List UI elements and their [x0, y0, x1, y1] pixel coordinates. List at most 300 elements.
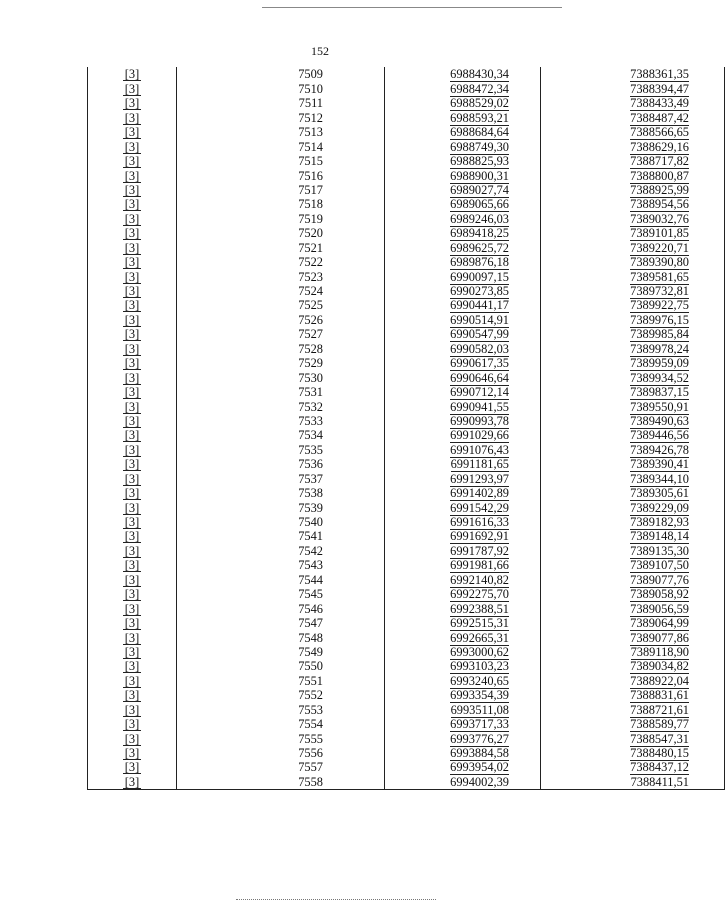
- point-number-cell: [177, 529, 385, 543]
- point-number-text: 7556: [298, 746, 323, 760]
- coord-x-text: 6991692,91: [450, 529, 509, 544]
- table-row: [88, 717, 725, 731]
- coord-y-text: 7389959,09: [630, 356, 689, 371]
- coord-y-cell: [541, 645, 725, 659]
- point-number-cell: [177, 645, 385, 659]
- source-ref-text: [3]: [124, 428, 140, 443]
- coord-y-text: 7389550,91: [630, 399, 689, 414]
- point-number-cell: [177, 616, 385, 630]
- point-number-text: 7538: [298, 486, 323, 501]
- point-number-text: 7509: [298, 67, 323, 82]
- point-number-text: 7512: [298, 110, 323, 125]
- table-row: [88, 529, 725, 543]
- source-ref-cell: [88, 774, 177, 789]
- source-ref-cell: [88, 572, 177, 586]
- coord-y-text: 7389058,92: [630, 587, 689, 602]
- table-row: [88, 731, 725, 745]
- source-ref-text: [3]: [124, 486, 140, 501]
- coord-y-text: 7389976,15: [630, 312, 689, 327]
- source-ref-cell: [88, 240, 177, 254]
- coord-y-text: 7388547,31: [630, 731, 689, 746]
- coord-x-cell: [385, 356, 541, 370]
- coord-x-text: 6990582,03: [450, 341, 509, 356]
- table-row: [88, 370, 725, 384]
- coord-y-text: 7389229,09: [630, 500, 689, 515]
- source-ref-text: [3]: [124, 774, 140, 789]
- point-number-text: 7513: [298, 125, 323, 140]
- table-row: [88, 616, 725, 630]
- point-number-text: 7517: [298, 182, 323, 197]
- coord-x-cell: [385, 226, 541, 240]
- coord-y-cell: [541, 67, 725, 81]
- coord-y-cell: [541, 269, 725, 283]
- table-row: [88, 587, 725, 601]
- coord-y-text: 7389077,86: [630, 630, 689, 645]
- coord-y-text: 7389056,59: [630, 601, 689, 616]
- coord-y-text: 7389220,71: [630, 240, 689, 255]
- coord-x-cell: [385, 731, 541, 745]
- coord-y-cell: [541, 110, 725, 124]
- coord-x-text: 6990712,14: [450, 385, 509, 400]
- point-number-cell: [177, 442, 385, 456]
- source-ref-cell: [88, 414, 177, 428]
- point-number-cell: [177, 255, 385, 269]
- coord-y-text: 7389305,61: [630, 486, 689, 501]
- table-row: [88, 414, 725, 428]
- source-ref-cell: [88, 385, 177, 399]
- source-ref-cell: [88, 110, 177, 124]
- point-number-cell: [177, 558, 385, 572]
- source-ref-cell: [88, 284, 177, 298]
- coord-y-text: 7389064,99: [630, 616, 689, 631]
- table-row: [88, 515, 725, 529]
- coord-x-text: 6991402,89: [450, 486, 509, 501]
- source-ref-text: [3]: [124, 125, 140, 140]
- source-ref-text: [3]: [124, 139, 140, 154]
- source-ref-cell: [88, 298, 177, 312]
- coord-y-cell: [541, 139, 725, 153]
- source-ref-cell: [88, 645, 177, 659]
- coord-y-cell: [541, 284, 725, 298]
- coord-x-text: 6990547,99: [450, 327, 509, 342]
- coord-x-text: 6990441,17: [450, 298, 509, 313]
- coord-x-cell: [385, 197, 541, 211]
- coord-x-text: 6991787,92: [450, 543, 509, 558]
- point-number-text: 7547: [298, 616, 323, 631]
- source-ref-cell: [88, 168, 177, 182]
- coord-x-cell: [385, 717, 541, 731]
- source-ref-text: [3]: [124, 702, 140, 717]
- coord-x-text: 6991981,66: [450, 558, 509, 573]
- coord-y-cell: [541, 327, 725, 341]
- point-number-text: 7514: [298, 139, 323, 154]
- coord-x-text: 6991181,65: [450, 457, 509, 472]
- source-ref-text: [3]: [124, 81, 140, 96]
- point-number-text: 7511: [298, 96, 323, 111]
- coord-x-cell: [385, 312, 541, 326]
- table-row: [88, 774, 725, 789]
- coord-y-text: 7388717,82: [630, 154, 689, 169]
- point-number-cell: [177, 543, 385, 557]
- coord-y-text: 7389032,76: [630, 211, 689, 226]
- coord-x-text: 6991542,29: [450, 500, 509, 515]
- point-number-text: 7557: [298, 760, 323, 775]
- point-number-text: 7551: [298, 673, 323, 688]
- point-number-text: 7527: [298, 327, 323, 342]
- source-ref-text: [3]: [124, 616, 140, 631]
- coord-x-cell: [385, 457, 541, 471]
- table-row: [88, 226, 725, 240]
- coord-y-cell: [541, 125, 725, 139]
- table-row: [88, 125, 725, 139]
- coord-y-cell: [541, 558, 725, 572]
- coord-x-cell: [385, 471, 541, 485]
- table-row: [88, 486, 725, 500]
- point-number-text: 7555: [298, 731, 323, 746]
- coord-x-cell: [385, 154, 541, 168]
- source-ref-text: [3]: [124, 688, 140, 703]
- point-number-text: 7535: [298, 442, 323, 457]
- table-row: [88, 399, 725, 413]
- source-ref-cell: [88, 183, 177, 197]
- coord-y-cell: [541, 240, 725, 254]
- coord-x-text: 6988430,34: [450, 67, 509, 82]
- coord-x-cell: [385, 659, 541, 673]
- source-ref-text: [3]: [124, 500, 140, 515]
- coord-y-text: 7388394,47: [630, 81, 689, 96]
- table-row: [88, 471, 725, 485]
- point-number-cell: [177, 139, 385, 153]
- coord-y-cell: [541, 572, 725, 586]
- point-number-text: 7519: [298, 211, 323, 226]
- coord-x-cell: [385, 645, 541, 659]
- coord-x-text: 6991293,97: [450, 471, 509, 486]
- coord-x-cell: [385, 486, 541, 500]
- source-ref-cell: [88, 327, 177, 341]
- point-number-text: 7523: [298, 269, 323, 284]
- source-ref-text: [3]: [124, 356, 140, 371]
- table-row: [88, 154, 725, 168]
- coord-y-cell: [541, 529, 725, 543]
- source-ref-cell: [88, 543, 177, 557]
- point-number-cell: [177, 515, 385, 529]
- point-number-cell: [177, 486, 385, 500]
- coord-x-text: 6988684,64: [450, 125, 509, 140]
- coord-x-text: 6991076,43: [450, 442, 509, 457]
- coord-x-text: 6992140,82: [450, 572, 509, 587]
- point-number-cell: [177, 125, 385, 139]
- coord-x-cell: [385, 587, 541, 601]
- coord-x-cell: [385, 558, 541, 572]
- coord-y-cell: [541, 341, 725, 355]
- point-number-text: 7515: [298, 154, 323, 169]
- source-ref-cell: [88, 197, 177, 211]
- source-ref-text: [3]: [124, 717, 140, 732]
- coord-y-cell: [541, 601, 725, 615]
- coord-y-cell: [541, 356, 725, 370]
- point-number-cell: [177, 168, 385, 182]
- source-ref-text: [3]: [124, 226, 140, 241]
- source-ref-cell: [88, 702, 177, 716]
- source-ref-text: [3]: [124, 572, 140, 587]
- coord-x-text: 6993354,39: [450, 688, 509, 703]
- coord-y-cell: [541, 471, 725, 485]
- point-number-text: 7530: [298, 370, 323, 385]
- source-ref-text: [3]: [124, 630, 140, 645]
- table-row: [88, 688, 725, 702]
- coord-x-text: 6994002,39: [450, 774, 509, 789]
- coord-y-cell: [541, 399, 725, 413]
- table-row: [88, 240, 725, 254]
- coord-x-text: 6988529,02: [450, 96, 509, 111]
- source-ref-cell: [88, 125, 177, 139]
- point-number-text: 7550: [298, 659, 323, 674]
- point-number-cell: [177, 197, 385, 211]
- coord-x-text: 6989027,74: [450, 182, 509, 197]
- source-ref-text: [3]: [124, 442, 140, 457]
- table-row: [88, 298, 725, 312]
- coord-y-cell: [541, 428, 725, 442]
- coord-y-cell: [541, 500, 725, 514]
- source-ref-text: [3]: [124, 413, 140, 428]
- scan-edge-line-top: [262, 7, 562, 8]
- coord-x-text: 6989246,03: [450, 211, 509, 226]
- coord-y-text: 7388361,35: [630, 67, 689, 82]
- coord-x-cell: [385, 139, 541, 153]
- point-number-cell: [177, 370, 385, 384]
- coord-y-text: 7389922,75: [630, 298, 689, 313]
- coord-y-text: 7388922,04: [630, 673, 689, 688]
- source-ref-cell: [88, 428, 177, 442]
- source-ref-text: [3]: [124, 471, 140, 486]
- source-ref-text: [3]: [124, 515, 140, 529]
- point-number-cell: [177, 211, 385, 225]
- source-ref-text: [3]: [124, 543, 140, 558]
- table-row: [88, 110, 725, 124]
- coord-x-cell: [385, 760, 541, 774]
- source-ref-text: [3]: [124, 760, 140, 775]
- table-row: [88, 385, 725, 399]
- coord-x-text: 6988749,30: [450, 139, 509, 154]
- table-row: [88, 558, 725, 572]
- point-number-cell: [177, 457, 385, 471]
- point-number-text: 7545: [298, 587, 323, 602]
- source-ref-cell: [88, 659, 177, 673]
- table-row: [88, 356, 725, 370]
- coord-x-text: 6992665,31: [450, 630, 509, 645]
- table-row: [88, 327, 725, 341]
- coord-y-cell: [541, 630, 725, 644]
- coord-x-text: 6989625,72: [450, 240, 509, 255]
- coord-x-cell: [385, 774, 541, 789]
- point-number-text: 7516: [298, 168, 323, 183]
- coord-x-text: 6990646,64: [450, 370, 509, 385]
- source-ref-text: [3]: [124, 601, 140, 616]
- coord-y-cell: [541, 587, 725, 601]
- source-ref-cell: [88, 154, 177, 168]
- coord-y-cell: [541, 298, 725, 312]
- point-number-cell: [177, 688, 385, 702]
- coord-y-cell: [541, 760, 725, 774]
- coord-y-cell: [541, 197, 725, 211]
- coord-y-text: 7389837,15: [630, 385, 689, 400]
- coord-x-text: 6992388,51: [450, 601, 509, 616]
- coord-y-cell: [541, 226, 725, 240]
- coord-x-text: 6992275,70: [450, 587, 509, 602]
- coord-y-text: 7388433,49: [630, 96, 689, 111]
- source-ref-cell: [88, 587, 177, 601]
- coordinates-table-body: [88, 67, 725, 789]
- point-number-text: 7522: [298, 255, 323, 270]
- source-ref-text: [3]: [124, 746, 140, 760]
- point-number-cell: [177, 702, 385, 716]
- source-ref-text: [3]: [124, 644, 140, 659]
- table-row: [88, 428, 725, 442]
- coord-y-text: 7389490,63: [630, 413, 689, 428]
- coord-y-text: 7388566,65: [630, 125, 689, 140]
- coord-y-text: 7389101,85: [630, 226, 689, 241]
- coord-x-text: 6989876,18: [450, 255, 509, 270]
- coord-x-text: 6989065,66: [450, 197, 509, 212]
- coord-y-cell: [541, 717, 725, 731]
- coord-x-cell: [385, 125, 541, 139]
- point-number-cell: [177, 399, 385, 413]
- source-ref-text: [3]: [124, 312, 140, 327]
- source-ref-cell: [88, 341, 177, 355]
- coord-x-cell: [385, 341, 541, 355]
- point-number-cell: [177, 731, 385, 745]
- coord-x-cell: [385, 255, 541, 269]
- coord-x-text: 6989418,25: [450, 226, 509, 241]
- point-number-text: 7558: [298, 774, 323, 789]
- coord-y-text: 7389390,41: [630, 457, 689, 472]
- point-number-text: 7549: [298, 644, 323, 659]
- coord-x-cell: [385, 168, 541, 182]
- point-number-text: 7540: [298, 515, 323, 529]
- coord-x-text: 6990617,35: [450, 356, 509, 371]
- coord-y-text: 7389426,78: [630, 442, 689, 457]
- source-ref-cell: [88, 226, 177, 240]
- source-ref-cell: [88, 96, 177, 110]
- coord-y-cell: [541, 183, 725, 197]
- table-row: [88, 269, 725, 283]
- coord-x-text: 6993511,08: [450, 702, 509, 717]
- point-number-text: 7520: [298, 226, 323, 241]
- source-ref-cell: [88, 81, 177, 95]
- source-ref-cell: [88, 356, 177, 370]
- coord-y-text: 7388800,87: [630, 168, 689, 183]
- source-ref-cell: [88, 399, 177, 413]
- point-number-text: 7554: [298, 717, 323, 732]
- coord-x-text: 6992515,31: [450, 616, 509, 631]
- source-ref-text: [3]: [124, 240, 140, 255]
- coord-y-cell: [541, 457, 725, 471]
- source-ref-cell: [88, 500, 177, 514]
- point-number-cell: [177, 226, 385, 240]
- coord-y-cell: [541, 486, 725, 500]
- coord-y-cell: [541, 543, 725, 557]
- table-row: [88, 659, 725, 673]
- point-number-cell: [177, 240, 385, 254]
- point-number-text: 7537: [298, 471, 323, 486]
- point-number-cell: [177, 717, 385, 731]
- coord-y-cell: [541, 616, 725, 630]
- point-number-cell: [177, 312, 385, 326]
- point-number-text: 7526: [298, 312, 323, 327]
- source-ref-text: [3]: [124, 587, 140, 602]
- point-number-cell: [177, 500, 385, 514]
- source-ref-cell: [88, 269, 177, 283]
- point-number-cell: [177, 110, 385, 124]
- coord-y-cell: [541, 774, 725, 789]
- coord-y-text: 7389985,84: [630, 327, 689, 342]
- source-ref-cell: [88, 558, 177, 572]
- coord-y-text: 7389107,50: [630, 558, 689, 573]
- coord-y-text: 7389182,93: [630, 515, 689, 529]
- source-ref-cell: [88, 515, 177, 529]
- coord-x-cell: [385, 240, 541, 254]
- coord-x-text: 6988900,31: [450, 168, 509, 183]
- coord-x-cell: [385, 81, 541, 95]
- coord-y-cell: [541, 385, 725, 399]
- point-number-text: 7543: [298, 558, 323, 573]
- coord-x-text: 6993776,27: [450, 731, 509, 746]
- point-number-text: 7525: [298, 298, 323, 313]
- table-row: [88, 255, 725, 269]
- coord-y-text: 7389581,65: [630, 269, 689, 284]
- source-ref-text: [3]: [124, 182, 140, 197]
- point-number-text: 7531: [298, 385, 323, 400]
- coord-y-text: 7388954,56: [630, 197, 689, 212]
- coord-y-cell: [541, 154, 725, 168]
- table-row: [88, 572, 725, 586]
- point-number-cell: [177, 183, 385, 197]
- table-row: [88, 630, 725, 644]
- coord-x-cell: [385, 399, 541, 413]
- coord-x-cell: [385, 688, 541, 702]
- source-ref-text: [3]: [124, 298, 140, 313]
- source-ref-cell: [88, 616, 177, 630]
- point-number-cell: [177, 471, 385, 485]
- point-number-text: 7539: [298, 500, 323, 515]
- source-ref-text: [3]: [124, 659, 140, 674]
- table-row: [88, 183, 725, 197]
- source-ref-cell: [88, 211, 177, 225]
- table-row: [88, 168, 725, 182]
- coord-y-text: 7389077,76: [630, 572, 689, 587]
- source-ref-cell: [88, 529, 177, 543]
- source-ref-text: [3]: [124, 110, 140, 125]
- point-number-text: 7533: [298, 413, 323, 428]
- coord-x-text: 6993103,23: [450, 659, 509, 674]
- coord-x-text: 6990097,15: [450, 269, 509, 284]
- coord-y-cell: [541, 688, 725, 702]
- table-row: [88, 211, 725, 225]
- point-number-cell: [177, 67, 385, 81]
- coord-x-cell: [385, 67, 541, 81]
- coord-y-text: 7389148,14: [630, 529, 689, 544]
- coord-x-text: 6988472,34: [450, 81, 509, 96]
- coord-x-cell: [385, 284, 541, 298]
- source-ref-text: [3]: [124, 558, 140, 573]
- source-ref-cell: [88, 731, 177, 745]
- source-ref-cell: [88, 486, 177, 500]
- source-ref-cell: [88, 601, 177, 615]
- coord-x-cell: [385, 601, 541, 615]
- coord-x-text: 6993000,62: [450, 644, 509, 659]
- source-ref-cell: [88, 139, 177, 153]
- point-number-cell: [177, 327, 385, 341]
